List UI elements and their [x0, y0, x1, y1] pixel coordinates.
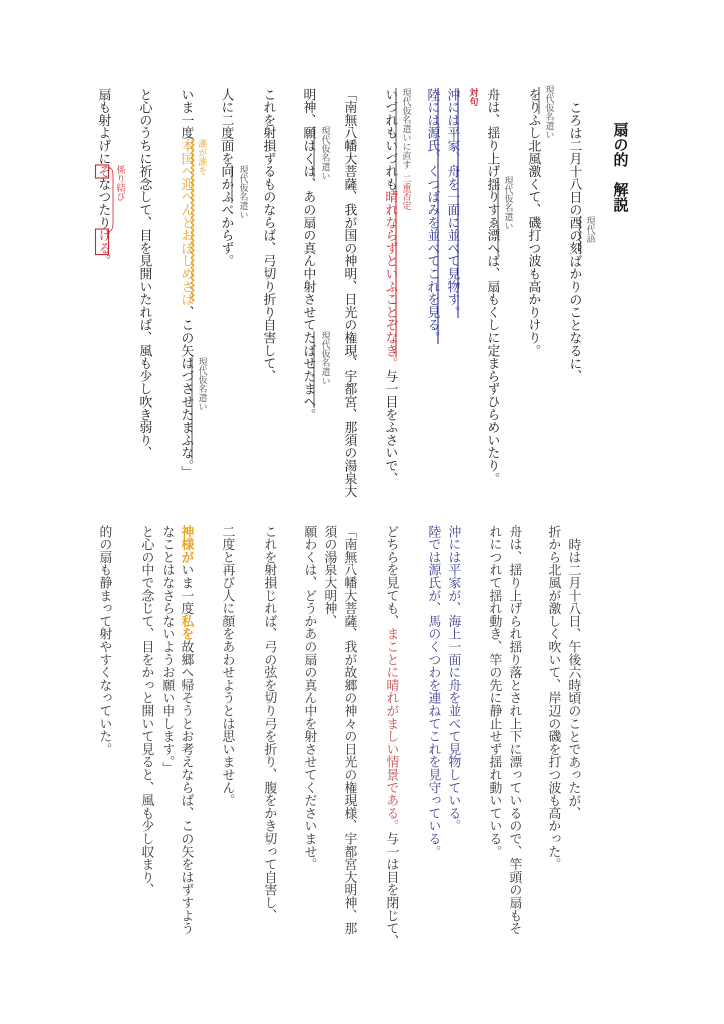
- musubi-ending: ける: [95, 228, 111, 255]
- text-segment: 扇も射よげに: [95, 88, 111, 165]
- text-segment: どちらを見ても、: [383, 525, 399, 628]
- text-segment: れにつれて揺れ動き、竿の先に静止せず揺れ動いている。: [486, 525, 502, 858]
- annotation-double-negative: 二重否定: [400, 174, 411, 210]
- translation-line: [97, 525, 110, 755]
- text-segment: 的の扇も静まって射やすくなっていた。: [96, 525, 112, 756]
- original-line: [485, 88, 498, 485]
- highlighted-object: 私を: [178, 614, 194, 641]
- annotated-phrase: たばせたまへ: [300, 331, 316, 409]
- page-title: 扇の的 解説: [611, 122, 630, 212]
- translation-line: [262, 525, 275, 922]
- annotated-phrase: 向かふ: [218, 164, 234, 204]
- text-segment: なことはなさらないようお願い申します。」: [159, 525, 175, 775]
- text-segment: 。」: [178, 459, 194, 479]
- annotation-modern-kana: 現代仮名遣い: [237, 165, 248, 219]
- original-line: [342, 88, 355, 498]
- translation-line-parallelism: [446, 525, 459, 832]
- text-segment: 願わくは、どうかあの扇の真ん中を射させてくださいませ。: [301, 525, 317, 871]
- annotation-modern-kana-convert: 現代仮名遣いに直す: [400, 88, 411, 169]
- highlighted-subject: 神様が: [178, 525, 194, 564]
- original-line: [567, 101, 580, 383]
- text-segment: 、この矢: [178, 305, 194, 357]
- annotated-phrase: 酉の刻: [566, 216, 582, 255]
- annotated-phrase: をり: [525, 88, 541, 114]
- annotation-modern-word: 現代語: [584, 216, 595, 243]
- subject-object-phrase: 本国へ迎へんとおぼしめさば: [178, 139, 194, 306]
- text-segment: 故郷へ帰そうとお考えならば、この矢をはずすよう: [178, 640, 194, 935]
- text-segment: 与一目をふさいで、: [382, 369, 398, 485]
- original-line-parallelism: [425, 88, 438, 344]
- text-segment: 舟は、揺り上げ: [484, 88, 500, 178]
- annotation-who-whom: 誰が誰を: [196, 139, 207, 175]
- text-segment: ばかりのことなるに、: [566, 254, 582, 383]
- translation-line: [322, 525, 335, 627]
- original-line: [219, 88, 232, 267]
- text-segment: 「南無八幡大菩薩、我が故郷の神々の日光の権現様、宇都宮大明神、那: [341, 525, 357, 935]
- annotated-phrase: 願はくは: [300, 126, 316, 178]
- double-negative-phrase: 晴れならずといふことぞなき。: [382, 190, 398, 370]
- parallel-phrase: 沖には平家が、海上一面に舟を並べて見物している。: [445, 525, 461, 833]
- text-segment: 人に二度面を: [218, 88, 234, 165]
- translation-line-parallelism: [426, 525, 439, 858]
- kakari-particle: ぞ: [95, 164, 111, 178]
- parallel-phrase: 陸では源氏が、馬のくつわを連ねてこれを見守っている。: [425, 525, 441, 858]
- text-segment: ふし北風激くて、磯打つ波も高かりけり。: [525, 113, 541, 357]
- translation-line: [546, 525, 559, 871]
- annotation-parallelism: 対句: [467, 88, 478, 106]
- text-segment: ころは二月十八日の: [566, 100, 582, 216]
- parallel-phrase: 陸には源氏、くつばみを並べてこれを見る。: [424, 88, 440, 344]
- original-line: [179, 88, 192, 478]
- translation-line: [139, 525, 152, 896]
- annotation-modern-kana: 現代仮名遣い: [543, 85, 554, 139]
- translation-line: [487, 525, 500, 858]
- original-line: [137, 88, 150, 459]
- parallel-phrase: 沖には平家、舟を一面に並べて見物す。: [444, 88, 460, 319]
- text-segment: なつたり: [95, 177, 111, 229]
- text-segment: いま一度: [178, 88, 194, 140]
- highlighted-phrase: まことに晴れがましい情景である。: [383, 627, 399, 833]
- original-line-parallelism: [445, 88, 458, 318]
- translation-line: [160, 525, 173, 775]
- text-segment: いま一度: [178, 563, 194, 615]
- annotation-modern-kana: 現代仮名遣い: [319, 331, 330, 385]
- annotation-kakari-musubi: 係り結び: [114, 165, 125, 201]
- translation-line: [302, 525, 315, 871]
- translation-line: [384, 525, 397, 947]
- text-segment: ば、扇もくしに定まらずひらめいたり。: [484, 254, 500, 485]
- translation-line: [179, 525, 192, 935]
- text-segment: 「南無八幡大菩薩、我が国の神明、日光の権現、宇都宮、那須の湯泉大: [341, 88, 357, 498]
- text-segment: 、あの扇の真ん中射させて: [300, 177, 316, 332]
- original-line: [526, 88, 539, 357]
- original-line: [96, 88, 109, 267]
- text-segment: べからず。: [218, 203, 234, 268]
- text-segment: と心の中で念じて、目をかっと開いて見ると、風も少し収まり、: [138, 525, 154, 897]
- text-segment: これを射損ずるものならば、弓切り折り自害して、: [260, 88, 276, 383]
- text-segment: 時は二月十八日、午後六時頃のことであったが、: [565, 537, 581, 820]
- text-segment: これを射損じれば、弓の弦を切り弓を折り、腹をかき切って自害し、: [261, 525, 277, 922]
- original-line: [301, 88, 314, 421]
- text-segment: 明神、: [300, 88, 316, 127]
- text-segment: 与一は目を閉じて、: [383, 832, 399, 948]
- text-segment: と心のうちに祈念して、目を見開いたれば、風も少し吹き弱り、: [136, 88, 152, 460]
- translation-line: [507, 525, 520, 935]
- annotated-phrase: 揺りすゑ漂へ: [484, 177, 500, 255]
- text-segment: 二度と再び人に顔をあわせようとは思いません。: [219, 525, 235, 807]
- translation-line: [566, 538, 579, 820]
- annotation-modern-kana: 現代仮名遣い: [502, 176, 513, 230]
- original-line: [383, 88, 396, 485]
- text-segment: 舟は、揺り上げられ揺り落とされ上下に漂っているので、竿頭の扇もそ: [506, 525, 522, 935]
- annotation-modern-kana: 現代仮名遣い: [196, 357, 207, 411]
- text-segment: 須の湯泉大明神、: [321, 525, 337, 628]
- annotated-phrase: はづさせたまふな: [178, 356, 194, 460]
- translation-line: [220, 525, 233, 807]
- original-line: [261, 88, 274, 382]
- translation-line: [342, 525, 355, 935]
- text-segment: 。: [300, 408, 316, 421]
- text-segment: 折から北風が激しく吹いて、岸辺の磯を打つ波も高かった。: [545, 525, 561, 871]
- annotation-modern-kana: 現代仮名遣い: [319, 126, 330, 180]
- annotated-phrase: いづれもいづれも: [382, 88, 398, 191]
- text-segment: 。: [95, 254, 111, 268]
